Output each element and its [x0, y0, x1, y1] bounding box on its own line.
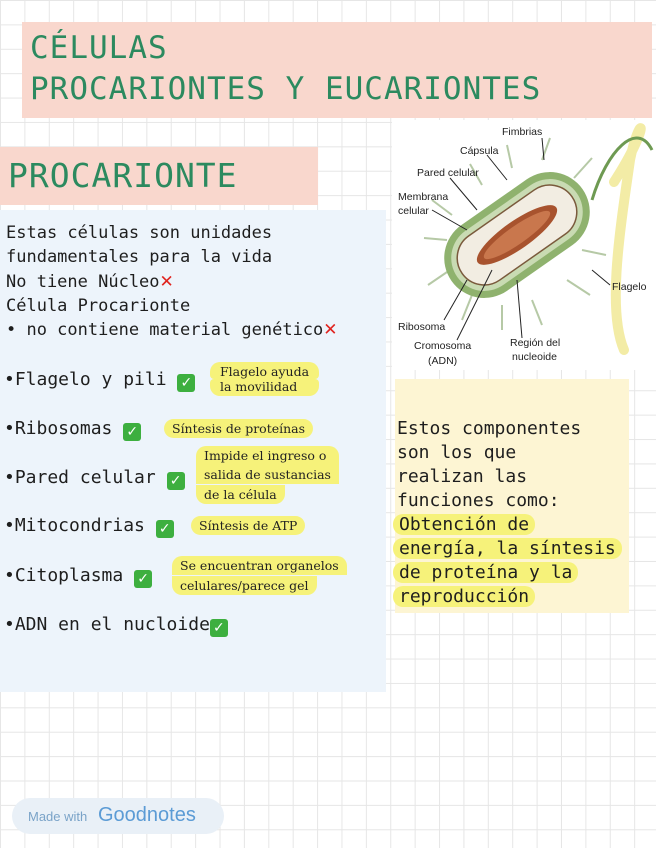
summary-line-4: funciones como: [397, 490, 560, 511]
section-title: PROCARIONTE [8, 156, 238, 195]
check-icon: ✓ [134, 570, 152, 588]
intro-line-2: fundamentales para la vida [6, 247, 273, 267]
intro-line-3 [6, 270, 174, 294]
title-line-1: CÉLULAS [30, 30, 168, 66]
component-label: •Flagelo y pili [4, 369, 167, 390]
note-line: Se encuentran organelos [172, 556, 347, 575]
note-pared [196, 446, 339, 504]
summary-highlight-1: Obtención de [393, 514, 535, 535]
note-line: de la célula [196, 485, 285, 504]
intro-line-5 [6, 318, 338, 342]
component-label: •Ribosomas [4, 418, 113, 439]
component-citoplasma [4, 565, 152, 588]
label-cromosoma-2: (ADN) [428, 355, 458, 367]
component-label: •Pared celular [4, 467, 156, 488]
label-pared: Pared celular [417, 167, 479, 179]
label-region-2: nucleoide [512, 351, 557, 363]
note-flagelo [210, 362, 319, 396]
label-ribosoma: Ribosoma [398, 321, 446, 333]
title-line-2: PROCARIONTES Y EUCARIONTES [30, 71, 542, 107]
label-capsula: Cápsula [460, 145, 499, 157]
component-label: •Citoplasma [4, 565, 124, 586]
label-cromosoma-1: Cromosoma [414, 340, 472, 352]
check-icon: ✓ [167, 472, 185, 490]
badge-brand: Goodnotes [98, 804, 196, 826]
summary-highlight-4: reproducción [393, 586, 535, 607]
intro-no-genetic: • no contiene material genético [6, 320, 324, 340]
label-membrana-2: celular [398, 205, 429, 217]
check-icon: ✓ [156, 520, 174, 538]
note-line: la movilidad [210, 379, 319, 396]
badge-made-with: Made with [28, 809, 88, 824]
note-ribosomas: Síntesis de proteínas [164, 419, 313, 438]
prokaryote-diagram [392, 120, 656, 370]
note-line: salida de sustancias [196, 465, 339, 484]
note-line: celulares/parece gel [172, 576, 317, 595]
label-flagelo: Flagelo [612, 281, 647, 293]
check-icon: ✓ [123, 423, 141, 441]
summary-highlight-3: de proteína y la [393, 562, 578, 583]
cross-icon: ✕ [159, 272, 174, 292]
cross-icon: ✕ [323, 320, 338, 340]
component-label: •ADN en el nucloide [4, 614, 210, 635]
component-flagelo [4, 369, 195, 392]
intro-line-4: Célula Procarionte [6, 296, 191, 316]
component-ribosomas [4, 418, 141, 441]
component-mitocondrias [4, 515, 174, 538]
check-icon: ✓ [177, 374, 195, 392]
note-mitocondrias: Síntesis de ATP [191, 516, 305, 535]
summary-highlight-2: energía, la síntesis [393, 538, 622, 559]
summary-line-2: son los que [397, 442, 517, 463]
label-fimbrias: Fimbrias [502, 126, 543, 138]
summary-line-1: Estos componentes [397, 418, 582, 439]
summary-line-3: realizan las [397, 466, 528, 487]
label-region-1: Región del [510, 337, 561, 349]
label-membrana-1: Membrana [398, 191, 449, 203]
check-icon: ✓ [210, 619, 228, 637]
component-pared [4, 467, 185, 490]
component-label: •Mitocondrias [4, 515, 145, 536]
note-line: Flagelo ayuda [210, 362, 319, 379]
intro-line-1: Estas células son unidades [6, 223, 273, 243]
note-citoplasma [172, 556, 347, 595]
component-adn [4, 614, 228, 637]
note-line: Impide el ingreso o [196, 446, 339, 465]
intro-no-nucleus: No tiene Núcleo [6, 272, 160, 292]
